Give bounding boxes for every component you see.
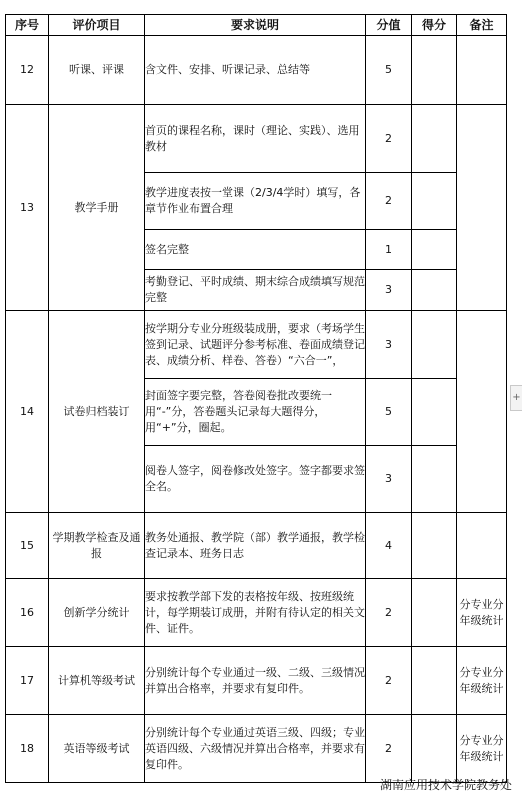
row-number: 16 <box>6 579 49 647</box>
row-requirement: 封面签字要完整，答卷阅卷批改要统一用“-”分，答卷题头记录每大题得分，用“+”分，圈起。 <box>145 379 366 446</box>
row-item: 计算机等级考试 <box>49 647 145 715</box>
header-note: 备注 <box>457 15 507 36</box>
row-score: 2 <box>366 105 412 173</box>
row-number: 15 <box>6 513 49 579</box>
header-obtained: 得分 <box>412 15 457 36</box>
row-requirement: 教务处通报、教学院（部）教学通报，教学检查记录本、班务日志 <box>145 513 366 579</box>
row-note <box>457 513 507 579</box>
header-item: 评价项目 <box>49 15 145 36</box>
row-number: 12 <box>6 36 49 105</box>
row-score: 5 <box>366 379 412 446</box>
row-score: 2 <box>366 173 412 230</box>
header-row <box>6 15 507 36</box>
row-note: 分专业分年级统计 <box>457 647 507 715</box>
row-requirement: 考勤登记、平时成绩、期末综合成绩填写规范完整 <box>145 270 366 311</box>
row-obtained <box>412 173 457 230</box>
row-obtained <box>412 230 457 270</box>
row-item: 学期教学检查及通报 <box>49 513 145 579</box>
side-expand-tab[interactable]: + <box>510 385 522 411</box>
table-row <box>6 513 507 579</box>
row-requirement: 分别统计每个专业通过一级、二级、三级情况并算出合格率，并要求有复印件。 <box>145 647 366 715</box>
row-score: 3 <box>366 311 412 379</box>
row-number: 14 <box>6 311 49 513</box>
evaluation-table <box>5 14 507 783</box>
row-requirement: 按学期分专业分班级装成册，要求（考场学生签到记录、试题评分参考标准、卷面成绩登记表、成绩分析、样卷、答卷）“六合一”， <box>145 311 366 379</box>
table-row <box>6 311 507 379</box>
row-score: 1 <box>366 230 412 270</box>
table-row <box>6 105 507 173</box>
row-score: 4 <box>366 513 412 579</box>
row-score: 5 <box>366 36 412 105</box>
row-score: 3 <box>366 270 412 311</box>
table-row <box>6 36 507 105</box>
row-score: 3 <box>366 446 412 513</box>
row-obtained <box>412 513 457 579</box>
row-obtained <box>412 715 457 783</box>
row-score: 2 <box>366 715 412 783</box>
row-note <box>457 105 507 311</box>
row-item: 听课、评课 <box>49 36 145 105</box>
row-obtained <box>412 105 457 173</box>
table-row <box>6 579 507 647</box>
header-requirement: 要求说明 <box>145 15 366 36</box>
row-obtained <box>412 311 457 379</box>
row-number: 18 <box>6 715 49 783</box>
row-score: 2 <box>366 647 412 715</box>
row-obtained <box>412 379 457 446</box>
row-item: 试卷归档装订 <box>49 311 145 513</box>
row-item: 教学手册 <box>49 105 145 311</box>
row-obtained <box>412 647 457 715</box>
row-number: 13 <box>6 105 49 311</box>
row-obtained <box>412 579 457 647</box>
row-obtained <box>412 270 457 311</box>
row-requirement: 要求按教学部下发的表格按年级、按班级统计，每学期装订成册，并附有待认定的相关文件、证件。 <box>145 579 366 647</box>
row-obtained <box>412 36 457 105</box>
row-score: 2 <box>366 579 412 647</box>
row-requirement: 分别统计每个专业通过英语三级、四级；专业英语四级、六级情况并算出合格率，并要求有复印件。 <box>145 715 366 783</box>
header-no: 序号 <box>6 15 49 36</box>
row-note: 分专业分年级统计 <box>457 579 507 647</box>
table-row <box>6 647 507 715</box>
row-note <box>457 311 507 513</box>
row-requirement: 签名完整 <box>145 230 366 270</box>
row-item: 创新学分统计 <box>49 579 145 647</box>
header-score: 分值 <box>366 15 412 36</box>
row-requirement: 含文件、安排、听课记录、总结等 <box>145 36 366 105</box>
row-requirement: 阅卷人签字，阅卷修改处签字。签字都要求签全名。 <box>145 446 366 513</box>
row-item: 英语等级考试 <box>49 715 145 783</box>
footer-org-name: 湖南应用技术学院教务处 <box>379 778 512 792</box>
row-requirement: 首页的课程名称，课时（理论、实践）、选用教材 <box>145 105 366 173</box>
row-requirement: 教学进度表按一堂课（2/3/4学时）填写，各章节作业布置合理 <box>145 173 366 230</box>
row-note <box>457 36 507 105</box>
table-row <box>6 715 507 783</box>
row-note: 分专业分年级统计 <box>457 715 507 783</box>
row-number: 17 <box>6 647 49 715</box>
row-obtained <box>412 446 457 513</box>
